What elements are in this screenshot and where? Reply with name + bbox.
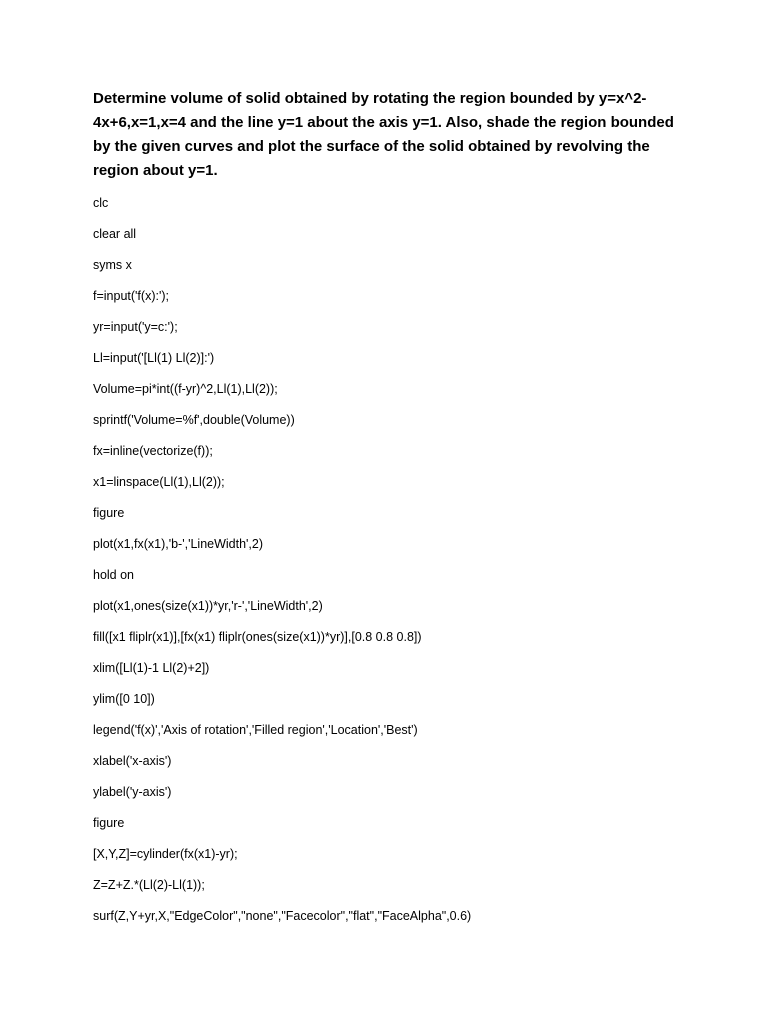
- problem-statement: Determine volume of solid obtained by rotating the region bounded by y=x^2-4x+6,x=1,x=4 and the line y=1 about the axis y=1. Also, shade the region bounded by the given curves and plot the surface of the solid obtained by revolving the region about y=1.: [93, 90, 674, 179]
- code-line: Ll=input('[Ll(1) Ll(2)]:'): [93, 351, 215, 365]
- code-line: clear all: [93, 227, 137, 241]
- code-listing: [93, 193, 733, 937]
- code-line: hold on: [93, 568, 135, 582]
- code-line: ylim([0 10]): [93, 692, 155, 706]
- code-line: plot(x1,ones(size(x1))*yr,'r-','LineWidth',2): [93, 599, 323, 613]
- code-line: clc: [93, 196, 109, 210]
- code-line: surf(Z,Y+yr,X,"EdgeColor","none","Facecolor","flat","FaceAlpha",0.6): [93, 909, 472, 923]
- code-line: syms x: [93, 258, 132, 272]
- code-line: Volume=pi*int((f-yr)^2,Ll(1),Ll(2));: [93, 382, 278, 396]
- code-line: [X,Y,Z]=cylinder(fx(x1)-yr);: [93, 847, 238, 861]
- code-line: sprintf('Volume=%f',double(Volume)): [93, 413, 295, 427]
- code-line: x1=linspace(Ll(1),Ll(2));: [93, 475, 225, 489]
- code-line: yr=input('y=c:');: [93, 320, 178, 334]
- code-line: figure: [93, 816, 125, 830]
- code-line: figure: [93, 506, 125, 520]
- code-line: ylabel('y-axis'): [93, 785, 172, 799]
- code-line: legend('f(x)','Axis of rotation','Filled region','Location','Best'): [93, 723, 418, 737]
- code-line: plot(x1,fx(x1),'b-','LineWidth',2): [93, 537, 264, 551]
- code-line: fx=inline(vectorize(f));: [93, 444, 213, 458]
- code-line: f=input('f(x):');: [93, 289, 169, 303]
- code-line: xlim([Ll(1)-1 Ll(2)+2]): [93, 661, 210, 675]
- code-line: Z=Z+Z.*(Ll(2)-Ll(1));: [93, 878, 205, 892]
- code-line: xlabel('x-axis'): [93, 754, 172, 768]
- code-line: fill([x1 fliplr(x1)],[fx(x1) fliplr(ones(size(x1))*yr)],[0.8 0.8 0.8]): [93, 630, 422, 644]
